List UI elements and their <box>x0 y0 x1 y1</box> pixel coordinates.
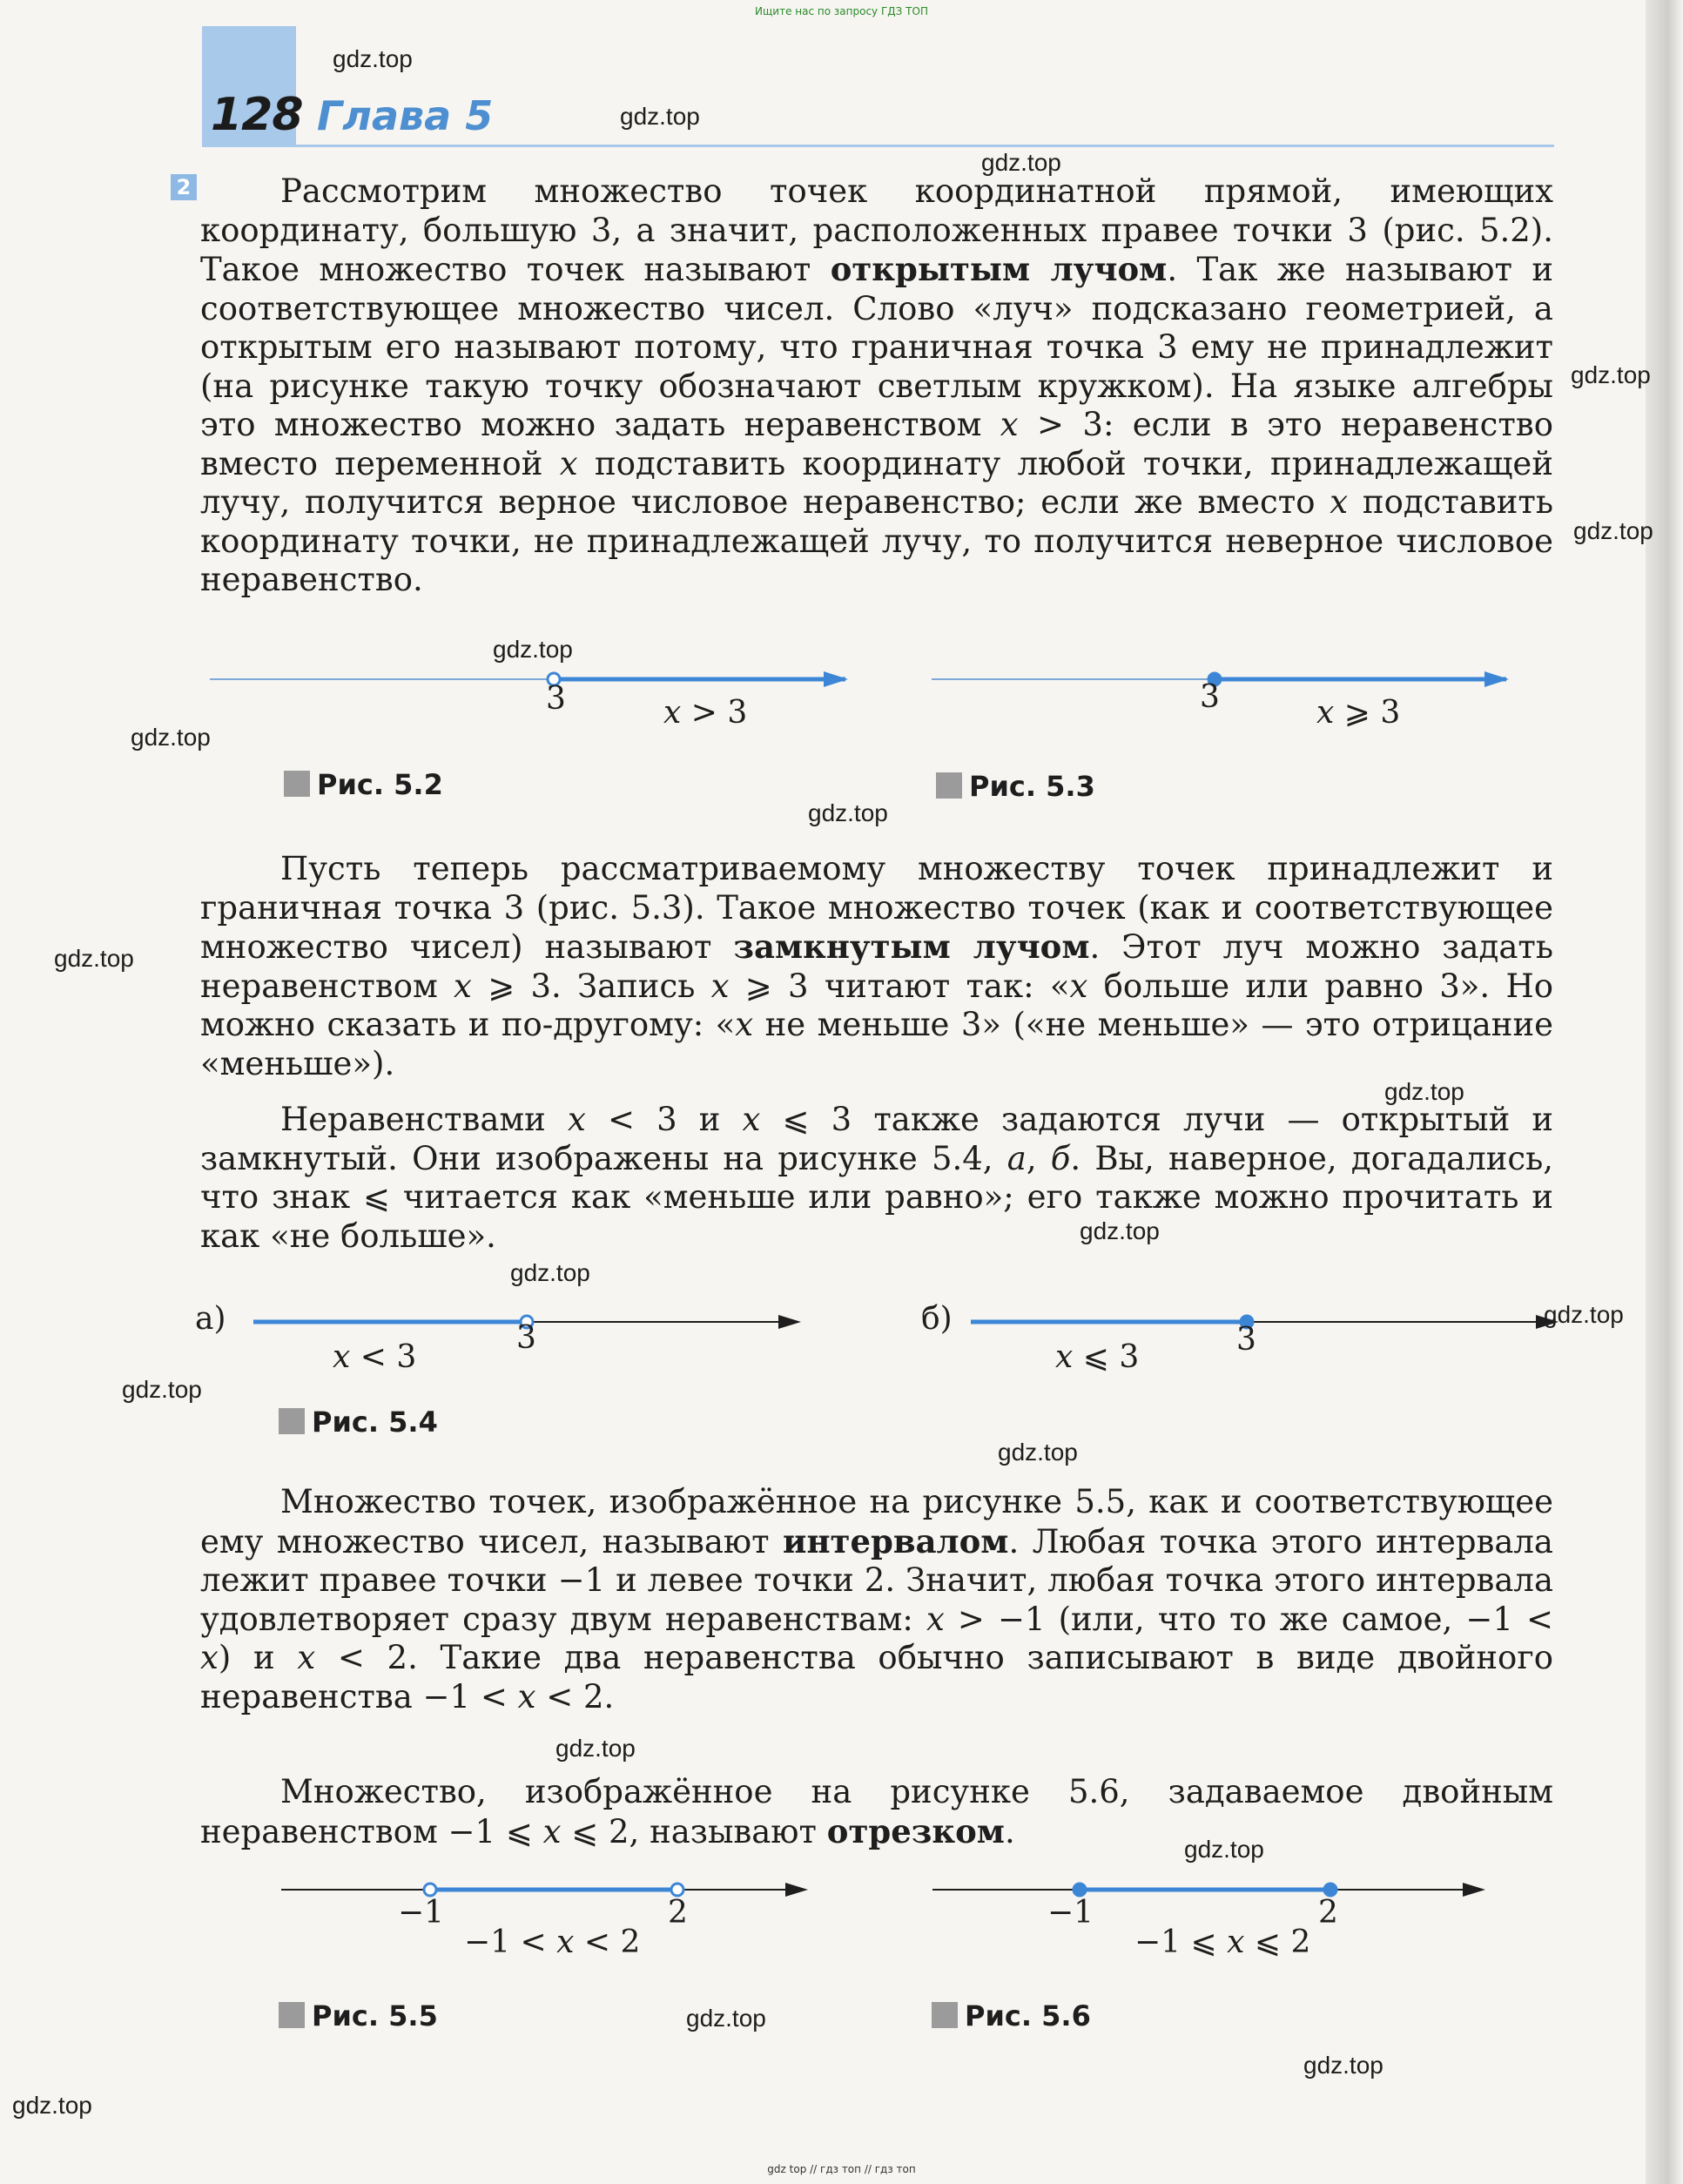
text: > −1 (или, что то же самое, −1 < <box>944 1600 1553 1638</box>
watermark: gdz.top <box>1080 1217 1160 1244</box>
fig52-inequality <box>663 695 747 731</box>
term-segment: отрезком <box>826 1811 1005 1850</box>
text: больше или равно 3». Но можно сказать и по-другому: « <box>200 967 1554 1043</box>
fig55-inequality <box>464 1924 640 1960</box>
text: подставить координату любой точки, принадлежащей лучу, получится верное числовое неравенство; если же вместо <box>200 444 1553 521</box>
text: < 2. <box>535 1677 615 1716</box>
watermark: gdz.top <box>1384 1078 1464 1105</box>
caption-text: Рис. 5.2 <box>317 768 443 801</box>
math-var: x <box>556 1924 575 1960</box>
watermark: gdz.top <box>808 799 888 826</box>
math-var: x <box>663 695 682 731</box>
fig56-right-point-label: 2 <box>1318 1895 1338 1931</box>
caption-square-icon <box>932 2002 958 2028</box>
fig55-caption <box>279 1999 438 2032</box>
open-point-right <box>671 1884 683 1896</box>
text: < 2. Такие два неравенства обычно записывают в виде двойного неравенства −1 < <box>200 1639 1553 1716</box>
fig56-caption <box>932 1999 1091 2032</box>
text: ) и <box>218 1639 298 1676</box>
ineq-rest: ⩽ 3 <box>1073 1339 1140 1375</box>
text: . Так же называют и соответствующее множество чисел. Слово «луч» подсказано геометрией, а открытым его называют потому, что граничная точка 3 ему не принадлежит (на рисунке такую точку обозначают светлым кружком). На языке алгебры это множество можно задать неравенством <box>200 251 1553 443</box>
ineq-rest: > 3 <box>681 695 748 731</box>
text: Пусть теперь рассматриваемому множеству точек принадлежит и граничная точка 3 (рис. 5.3). Такое множество точек (как и соответствующее множество чисел) называют <box>200 850 1553 966</box>
math-var: x <box>742 1101 761 1138</box>
arrow-head <box>824 671 848 687</box>
caption-text: Рис. 5.5 <box>312 1999 438 2032</box>
fig54-caption <box>279 1405 438 1439</box>
figure-5-3-number-line <box>927 662 1589 697</box>
watermark: gdz.top <box>333 45 413 72</box>
caption-square-icon <box>936 772 962 799</box>
caption-text: Рис. 5.4 <box>312 1405 438 1439</box>
math-var: б <box>1050 1139 1071 1177</box>
text: не меньше 3» («не меньше» — это отрицание «меньше»). <box>200 1006 1554 1082</box>
watermark: gdz.top <box>1184 1836 1264 1863</box>
fig53-caption <box>936 770 1095 803</box>
fig54a-inequality <box>333 1339 416 1375</box>
text: Множество точек, изображённое на рисунке 5.5, как и соответствующее ему множество чисел, называют <box>200 1483 1553 1560</box>
ineq-left: −1 < <box>464 1924 557 1960</box>
figure-5-6-number-line <box>928 1872 1503 1907</box>
caption-square-icon <box>279 1408 305 1434</box>
math-var: x <box>1330 483 1349 521</box>
closed-point-left <box>1074 1884 1086 1896</box>
ineq-right: ⩽ 2 <box>1244 1924 1311 1960</box>
math-var: x <box>559 444 578 482</box>
term-closed-ray: замкнутым лучом <box>733 927 1090 966</box>
header-rule <box>202 145 1554 147</box>
paragraph-less-rays <box>200 1101 1553 1256</box>
arrow-head <box>1463 1883 1485 1897</box>
text: Неравенствами <box>280 1101 568 1138</box>
watermark: gdz.top <box>12 2092 92 2119</box>
figure-5-4b-number-line <box>966 1304 1576 1339</box>
text: ⩽ 2, называют <box>561 1812 827 1850</box>
math-var: x <box>1069 967 1088 1005</box>
text: > 3: если в это неравенство вместо переменной <box>200 406 1553 482</box>
paragraph-segment <box>200 1773 1553 1851</box>
term-open-ray: открытым лучом <box>830 250 1168 288</box>
text: Рассмотрим множество точек координатной прямой, имеющих координату, большую 3, а значит, расположенных правее точки 3 (рис. 5.2). Такое множество точек называют <box>200 172 1553 288</box>
watermark: gdz.top <box>686 2005 766 2032</box>
caption-square-icon <box>279 2002 305 2028</box>
fig55-right-point-label: 2 <box>668 1895 688 1931</box>
fig56-inequality <box>1134 1924 1310 1960</box>
text: Множество, изображённое на рисунке 5.6, задаваемое двойным неравенством −1 ⩽ <box>200 1773 1553 1850</box>
caption-text: Рис. 5.6 <box>965 1999 1091 2032</box>
fig56-left-point-label: −1 <box>1047 1895 1094 1931</box>
watermark: gdz.top <box>1303 2052 1383 2079</box>
arrow-head <box>778 1315 801 1329</box>
page-edge-shadow <box>1646 0 1683 2184</box>
math-var: x <box>542 1812 562 1850</box>
watermark: gdz.top <box>131 724 211 751</box>
ineq-rest: < 3 <box>350 1339 417 1375</box>
fig54b-point-label: 3 <box>1236 1322 1256 1358</box>
math-var: x <box>926 1600 945 1638</box>
watermark: gdz.top <box>1544 1301 1624 1328</box>
paragraph-closed-ray <box>200 850 1553 1083</box>
math-var: x <box>1000 406 1019 443</box>
page-number: 128 <box>211 89 303 141</box>
watermark: gdz.top <box>981 149 1061 176</box>
math-var: x <box>517 1677 536 1716</box>
math-var: x <box>454 967 472 1005</box>
arrow-head <box>1484 671 1509 687</box>
arrow-head <box>785 1883 808 1897</box>
math-var: x <box>1227 1924 1245 1960</box>
open-point-left <box>424 1884 436 1896</box>
math-var: а <box>1006 1139 1027 1177</box>
fig53-inequality <box>1316 695 1400 731</box>
math-var: x <box>333 1339 351 1375</box>
ineq-left: −1 ⩽ <box>1134 1924 1228 1960</box>
watermark: gdz.top <box>510 1259 590 1286</box>
paragraph-interval <box>200 1483 1553 1716</box>
watermark: gdz.top <box>122 1376 202 1403</box>
bottom-banner: gdz top // гдз топ // гдз топ <box>767 2163 916 2175</box>
text: , <box>1026 1139 1051 1177</box>
ineq-rest: ⩾ 3 <box>1334 695 1401 731</box>
fig53-point-label: 3 <box>1200 679 1220 715</box>
text: . Вы, наверное, догадались, что знак ⩽ читается как «меньше или равно»; его также можно прочитать и как «не больше». <box>200 1139 1553 1255</box>
figure-5-5-number-line <box>277 1872 834 1907</box>
caption-text: Рис. 5.3 <box>969 770 1095 803</box>
text: . <box>1004 1812 1015 1850</box>
term-interval: интервалом <box>783 1521 1009 1560</box>
watermark: gdz.top <box>1571 361 1651 388</box>
chapter-title: Глава 5 <box>317 92 494 139</box>
math-var: x <box>567 1101 586 1138</box>
math-var: x <box>735 1006 754 1043</box>
math-var: x <box>1316 695 1335 731</box>
text: . Любая точка этого интервала лежит правее точки −1 и левее точки 2. Значит, любая точка этого интервала удовлетворяет сразу двум неравенствам: <box>200 1522 1553 1638</box>
caption-square-icon <box>284 771 310 797</box>
fig54a-label: а) <box>195 1301 226 1337</box>
math-var: x <box>710 967 730 1005</box>
text: ⩽ 3 также задаются лучи — открытый и замкнутый. Они изображены на рисунке 5.4, <box>200 1101 1554 1177</box>
watermark: gdz.top <box>620 103 700 130</box>
top-banner: Ищите нас по запросу ГДЗ ТОП <box>755 5 928 17</box>
paragraph-open-ray <box>200 172 1553 600</box>
watermark: gdz.top <box>493 636 573 663</box>
text: ⩾ 3 читают так: « <box>729 967 1070 1005</box>
math-var: x <box>200 1639 219 1676</box>
text: подставить координату точки, не принадлежащей лучу, то получится неверное числовое неравенство. <box>200 483 1553 598</box>
watermark: gdz.top <box>54 945 134 972</box>
math-var: x <box>297 1639 316 1676</box>
figure-5-2-number-line <box>205 662 867 697</box>
text: < 3 и <box>585 1101 743 1138</box>
fig54a-point-label: 3 <box>516 1320 536 1356</box>
text: . Этот луч можно задать неравенством <box>200 928 1553 1005</box>
fig54b-inequality <box>1055 1339 1139 1375</box>
ineq-right: < 2 <box>574 1924 641 1960</box>
math-var: x <box>1055 1339 1074 1375</box>
watermark: gdz.top <box>555 1735 636 1762</box>
watermark: gdz.top <box>998 1439 1078 1466</box>
fig55-left-point-label: −1 <box>398 1895 445 1931</box>
fig52-point-label: 3 <box>546 681 566 717</box>
fig54b-label: б) <box>921 1301 953 1337</box>
watermark: gdz.top <box>1573 517 1653 544</box>
section-badge: 2 <box>171 174 197 200</box>
fig52-caption <box>284 768 443 801</box>
text: ⩾ 3. Запись <box>471 967 711 1005</box>
closed-point-right <box>1324 1884 1336 1896</box>
